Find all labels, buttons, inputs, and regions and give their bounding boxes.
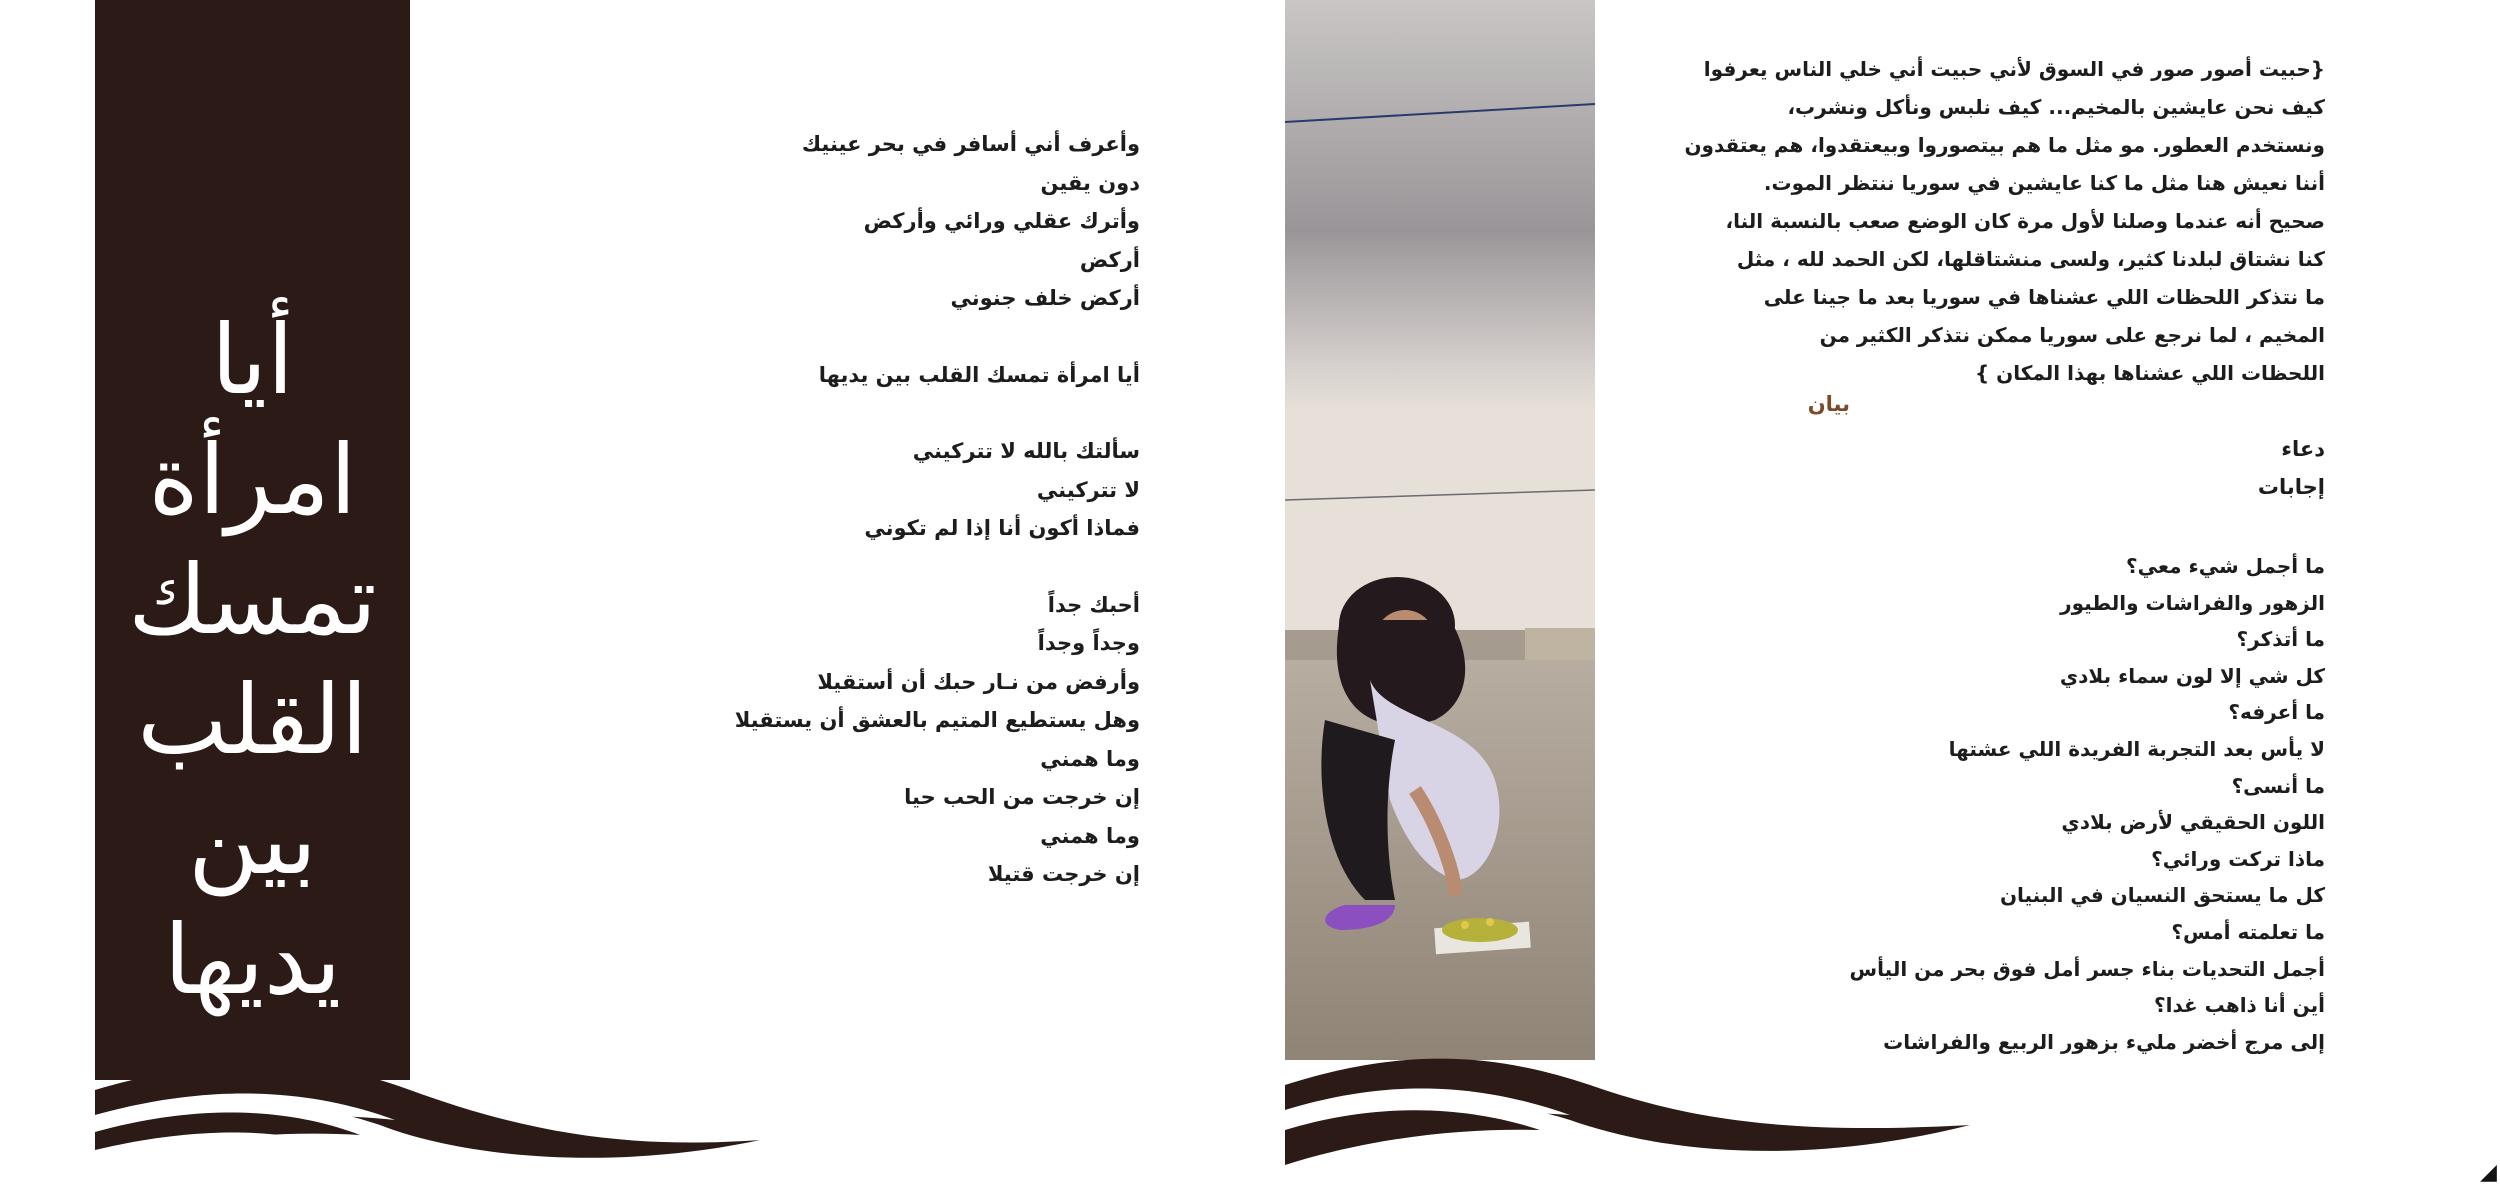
poem-line: إن خرجت قتيلا xyxy=(987,862,1140,886)
poem-stanza xyxy=(640,125,1140,318)
poem-line: فماذا أكون أنا إذا لم تكوني xyxy=(864,516,1140,540)
quote-line: اللحظات اللي عشناها بهذا المكان } xyxy=(1974,361,2325,385)
quote-line: المخيم ، لما نرجع على سوريا ممكن نتذكر الكثير من xyxy=(1819,323,2325,347)
quote-line: كيف نحن عايشين بالمخيم... كيف نلبس ونأكل ونشرب، xyxy=(1787,95,2325,119)
qa-question: ما أتذكر؟ xyxy=(2236,627,2325,652)
qa-answer: كل ما يستحق النسيان في البنيان xyxy=(1999,883,2325,908)
section-name: دعاء xyxy=(2281,437,2325,461)
quote-line: ما نتذكر اللحظات اللي عشناها في سوريا بعد ما جينا على xyxy=(1763,285,2325,309)
poem-line: وما همني xyxy=(1040,746,1140,771)
quote-line: كنا نشتاق لبلدنا كثير، ولسى منشتاقلها، لكن الحمد لله ، مثل xyxy=(1736,247,2325,271)
quote-line: أننا نعيش هنا مثل ما كنا عايشين في سوريا ننتظر الموت. xyxy=(1763,171,2325,195)
qa-answer: الزهور والفراشات والطيور xyxy=(2060,590,2325,615)
qa-question: ما أنسى؟ xyxy=(2231,773,2325,798)
page-title xyxy=(95,300,410,1020)
poem-line: وأترك عقلي ورائي وأركض xyxy=(863,209,1140,233)
poem-line: سألتك بالله لا تتركيني xyxy=(912,439,1140,463)
poem-line: وما همني xyxy=(1040,823,1140,848)
poem-line: وجداً وجداً xyxy=(1037,631,1140,655)
poem-line: أحبك جداً xyxy=(1047,592,1140,617)
title-line: يديها xyxy=(163,904,342,1016)
qa-answer: كل شي إلا لون سماء بلادي xyxy=(2059,663,2325,688)
title-line: تمسك xyxy=(128,544,377,656)
poem-line: أركض خلف جنوني xyxy=(950,286,1140,310)
poem-stanza xyxy=(640,356,1140,395)
qa-question: ما أعرفه؟ xyxy=(2228,700,2325,725)
wave-ornament-left xyxy=(0,1020,800,1188)
poem-line: إن خرجت من الحب حيا xyxy=(904,785,1140,809)
quote-line: {حبيت أصور صور في السوق لأني حبيت أني خلي الناس يعرفوا xyxy=(1703,57,2325,81)
girl-planting-photo xyxy=(1285,0,1595,1060)
qa-answer: إلى مرج أخضر مليء بزهور الربيع والفراشات xyxy=(1883,1029,2325,1054)
poem-line: وأعرف أني أسافر في بحر عينيك xyxy=(801,132,1140,156)
quote-line: ونستخدم العطور. مو مثل ما هم بيتصوروا وبيعتقدوا، هم يعتقدون xyxy=(1684,133,2325,157)
poem-stanza xyxy=(640,586,1140,894)
qa-answer: لا يأس بعد التجربة الفريدة اللي عشتها xyxy=(1948,736,2325,761)
quote-block xyxy=(1640,50,2325,392)
poem-line: وهل يستطيع المتيم بالعشق أن يستقيلا xyxy=(734,708,1140,732)
poem-line: وأرفض من نـار حبك أن أستقيلا xyxy=(817,669,1140,694)
qa-question: ما تعلمته أمس؟ xyxy=(2171,919,2325,944)
quote-line: صحيح أنه عندما وصلنا لأول مرة كان الوضع صعب بالنسبة النا، xyxy=(1725,209,2325,233)
qa-question: ما أجمل شيء معي؟ xyxy=(2126,554,2325,578)
qa-question: أين أنا ذاهب غدا؟ xyxy=(2154,993,2325,1018)
poem xyxy=(640,125,1140,932)
poem-stanza xyxy=(640,432,1140,548)
qa-answer: اللون الحقيقي لأرض بلادي xyxy=(2061,810,2325,835)
qa-block xyxy=(1700,548,2325,1060)
title-line: أيا امرأة xyxy=(148,304,357,536)
section-heading xyxy=(2000,430,2325,506)
poem-line: لا تتركيني xyxy=(1036,477,1140,502)
qa-question: ماذا تركت ورائي؟ xyxy=(2151,846,2325,871)
poem-line: أركض xyxy=(1079,247,1140,272)
poem-line: أيا امرأة تمسك القلب بين يديها xyxy=(818,362,1140,387)
title-line: القلب بين xyxy=(137,664,368,896)
quote-author: بيان xyxy=(1807,392,1850,416)
page-edge-mark: ◢ xyxy=(2480,1160,2497,1185)
qa-answer: أجمل التحديات بناء جسر أمل فوق بحر من اليأس xyxy=(1849,956,2325,981)
poem-line: دون يقين xyxy=(1040,170,1140,195)
section-name: إجابات xyxy=(2257,475,2325,499)
